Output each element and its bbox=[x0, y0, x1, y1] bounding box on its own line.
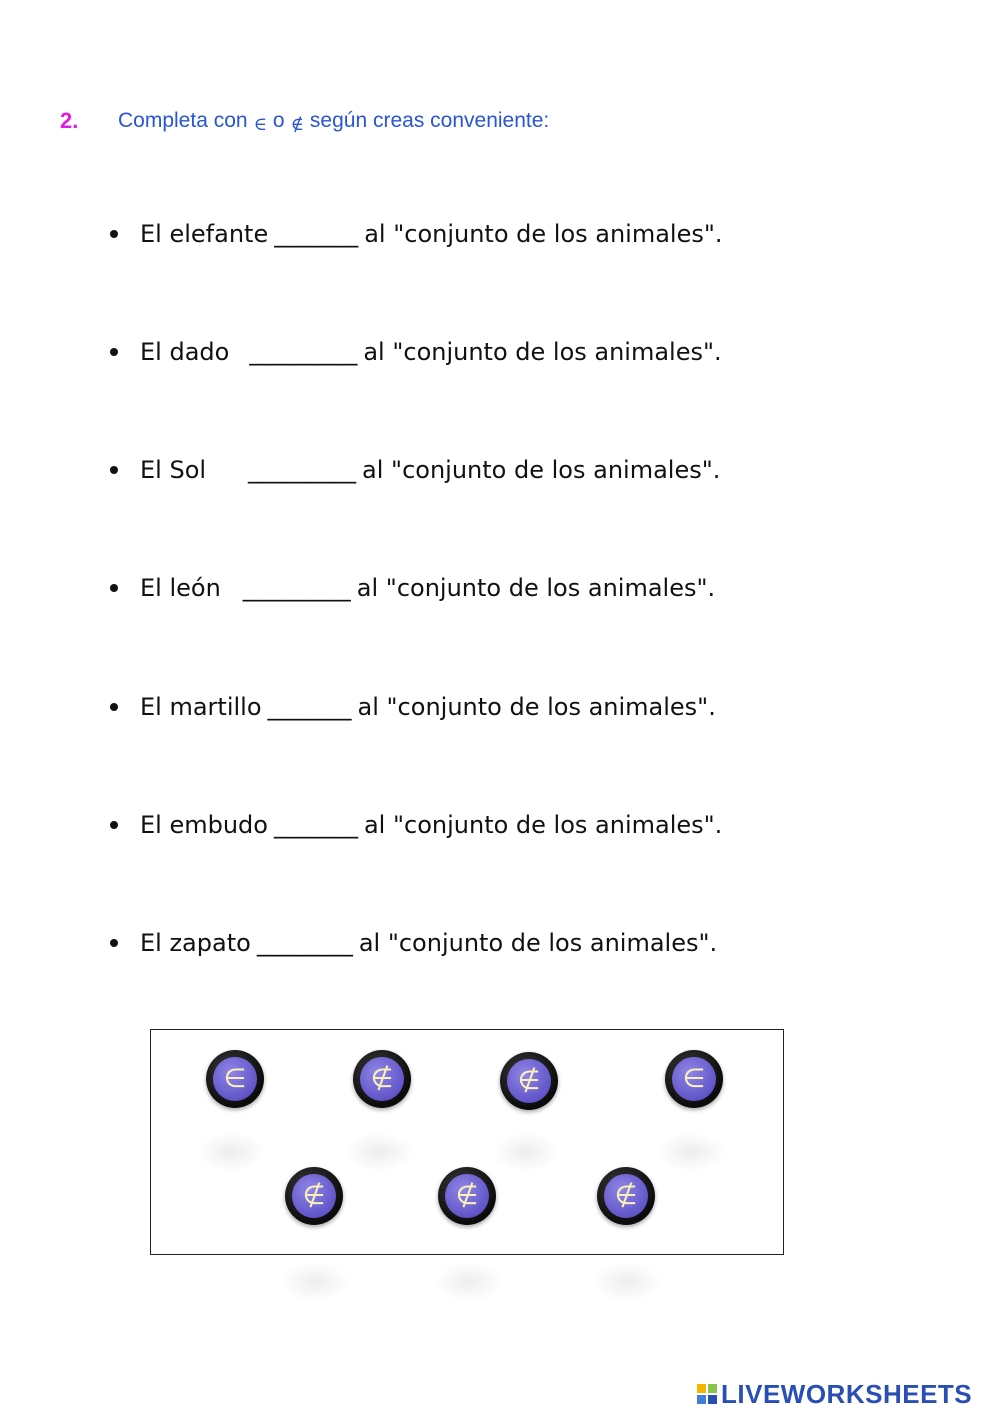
sentence-rest: al "conjunto de los animales". bbox=[364, 220, 723, 248]
token-symbol: ∉ bbox=[507, 1059, 551, 1103]
not-element-of-symbol: ∉ bbox=[290, 113, 304, 135]
sentence-subject: El embudo bbox=[140, 811, 268, 839]
sentence-item bbox=[104, 332, 722, 372]
logo-square bbox=[708, 1384, 717, 1393]
instruction-text-after: según creas conveniente: bbox=[309, 109, 550, 132]
instruction-connector: o bbox=[272, 109, 285, 132]
sentence-subject: El martillo bbox=[140, 693, 262, 721]
token-shadow bbox=[196, 1132, 266, 1172]
bullet bbox=[110, 584, 118, 592]
token-shadow bbox=[656, 1132, 726, 1172]
logo-square bbox=[708, 1395, 717, 1404]
logo-text: LIVEWORKSHEETS bbox=[721, 1378, 973, 1409]
logo-square bbox=[697, 1395, 706, 1404]
sentence-subject: El zapato bbox=[140, 929, 251, 957]
instruction bbox=[60, 104, 549, 138]
bullet bbox=[110, 821, 118, 829]
sentence-item bbox=[104, 214, 723, 254]
sentence-rest: al "conjunto de los animales". bbox=[357, 693, 716, 721]
sentence-rest: al "conjunto de los animales". bbox=[358, 929, 718, 957]
token-symbol: ∉ bbox=[604, 1174, 648, 1218]
token-shadow bbox=[434, 1262, 504, 1302]
token-symbol: ∉ bbox=[360, 1057, 404, 1101]
not-element-of-token[interactable] bbox=[597, 1167, 655, 1225]
liveworksheets-logo bbox=[697, 1378, 972, 1410]
sentence-rest: al "conjunto de los animales". bbox=[363, 338, 722, 366]
answer-blank[interactable]: ________ bbox=[256, 929, 353, 957]
element-of-token[interactable] bbox=[206, 1050, 264, 1108]
token-symbol: ∈ bbox=[672, 1057, 716, 1101]
not-element-of-token[interactable] bbox=[353, 1050, 411, 1108]
token-shadow bbox=[344, 1132, 414, 1172]
answer-blank[interactable]: _________ bbox=[248, 456, 357, 484]
token-symbol: ∈ bbox=[213, 1057, 257, 1101]
sentence-item bbox=[104, 923, 717, 963]
sentence-rest: al "conjunto de los animales". bbox=[362, 456, 721, 484]
token-symbol: ∉ bbox=[445, 1174, 489, 1218]
bullet bbox=[110, 348, 118, 356]
logo-square bbox=[697, 1384, 706, 1393]
answer-blank[interactable]: _______ bbox=[267, 693, 352, 721]
sentence-item bbox=[104, 687, 716, 727]
logo-icon bbox=[697, 1384, 717, 1404]
sentence-item bbox=[104, 805, 722, 845]
sentence-item bbox=[104, 568, 715, 608]
answer-blank[interactable]: _________ bbox=[249, 338, 358, 366]
answer-blank[interactable]: _________ bbox=[242, 574, 351, 602]
not-element-of-token[interactable] bbox=[285, 1167, 343, 1225]
element-of-token[interactable] bbox=[665, 1050, 723, 1108]
token-shadow bbox=[280, 1262, 350, 1302]
answer-blank[interactable]: _______ bbox=[274, 220, 359, 248]
not-element-of-token[interactable] bbox=[438, 1167, 496, 1225]
answer-token-tray bbox=[150, 1029, 784, 1255]
answer-blank[interactable]: _______ bbox=[273, 811, 358, 839]
token-shadow bbox=[592, 1262, 662, 1302]
instruction-text-before: Completa con bbox=[118, 109, 248, 132]
bullet bbox=[110, 703, 118, 711]
element-of-symbol: ∈ bbox=[253, 113, 267, 135]
not-element-of-token[interactable] bbox=[500, 1052, 558, 1110]
sentence-subject: El león bbox=[140, 574, 221, 602]
sentence-item bbox=[104, 450, 720, 490]
bullet bbox=[110, 466, 118, 474]
sentence-subject: El Sol bbox=[140, 456, 207, 484]
sentence-rest: al "conjunto de los animales". bbox=[356, 574, 716, 602]
token-symbol: ∉ bbox=[292, 1174, 336, 1218]
exercise-number: 2. bbox=[60, 108, 79, 133]
sentence-rest: al "conjunto de los animales". bbox=[363, 811, 723, 839]
token-shadow bbox=[491, 1132, 561, 1172]
bullet bbox=[110, 230, 118, 238]
bullet bbox=[110, 939, 118, 947]
sentence-subject: El dado bbox=[140, 338, 230, 366]
sentence-subject: El elefante bbox=[140, 220, 269, 248]
